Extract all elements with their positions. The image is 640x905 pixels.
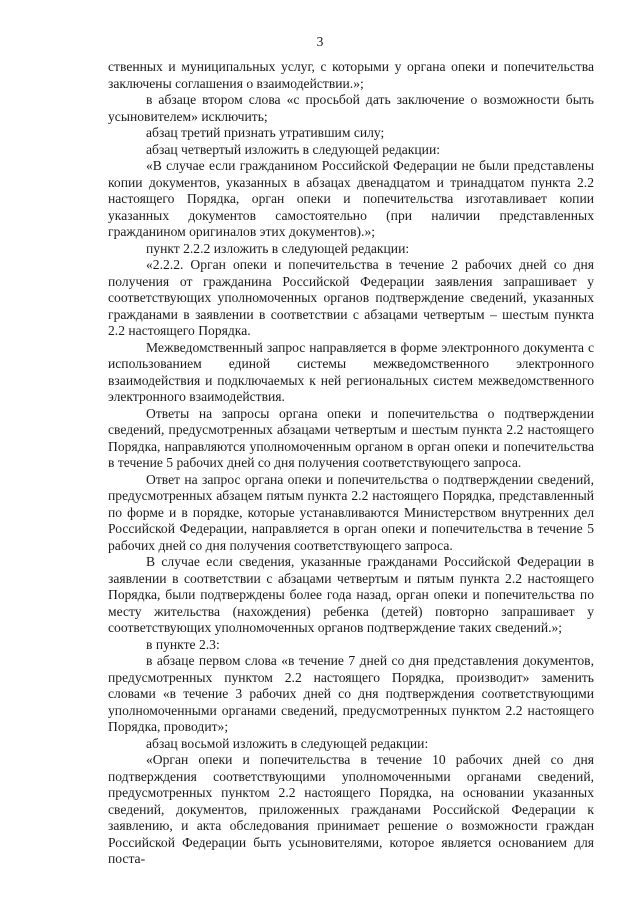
paragraph: абзац третий признать утратившим силу; [146, 125, 385, 140]
paragraph: в пункте 2.3: [146, 636, 220, 652]
paragraph: «В случае если гражданином Российской Федерации не были представлены копии документов, указанных в абзацах двенадцатом и тринадцатом пункта 2.2 настоящего Порядка, орган опеки и попечительства изготавливает копии указанных документов самостоятельно (при наличии представленных гражданином оригиналов этих документов).»; [108, 158, 594, 239]
paragraph: ственных и муниципальных услуг, с которыми у органа опеки и попечительства заключены соглашения о взаимодействии.»; [108, 59, 594, 91]
paragraph: абзац восьмой изложить в следующей редакции: [146, 735, 429, 751]
paragraph: абзац четвертый изложить в следующей редакции: [146, 141, 441, 157]
paragraph: в абзаце втором слова «с просьбой дать заключение о возможности быть усыновителем» исключить; [108, 92, 594, 124]
paragraph: «2.2.2. Орган опеки и попечительства в течение 2 рабочих дней со дня получения от гражданина Российской Федерации заявления запрашивает у соответствующих уполномоченных органов подтверждение сведений, указанных гражданами в заявлении в соответствии с абзацами четвертым – шестым пункта 2.2 настоящего Порядка. [108, 257, 594, 338]
paragraph: В случае если сведения, указанные гражданами Российской Федерации в заявлении в соответствии с абзацами четвертым и пятым пункта 2.2 настоящего Порядка, были подтверждены более года назад, орган опеки и попечительства по месту жительства (нахождения) ребенка (детей) повторно запрашивает у соответствующих уполномоченных органов подтверждение таких сведений.»; [108, 554, 594, 635]
paragraph: «Орган опеки и попечительства в течение 10 рабочих дней со дня подтверждения соответствующими уполномоченными органами сведений, предусмотренных пунктом 2.2 настоящего Порядка, на основании указанных сведений, документов, приложенных гражданами Российской Федерации к заявлению, и акта обследования принимает решение о возможности граждан Российской Федерации быть усыновителями, которое является основанием для поста- [108, 752, 594, 866]
paragraph: в абзаце первом слова «в течение 7 дней со дня представления документов, предусмотренных пунктом 2.2 настоящего Порядка, производит» заменить словами «в течение 3 рабочих дней со дня подтверждения соответствующими уполномоченными органами сведений, предусмотренных пунктом 2.2 настоящего Порядка, проводит»; [108, 653, 594, 734]
paragraph: Межведомственный запрос направляется в форме электронного документа с использованием единой системы межведомственного электронного взаимодействия и подключаемых к ней региональных систем межведомственного электронного взаимодействия. [108, 339, 594, 404]
page-number: 3 [316, 34, 324, 49]
document-body [108, 59, 594, 868]
paragraph: пункт 2.2.2 изложить в следующей редакции: [146, 240, 410, 256]
paragraph: Ответы на запросы органа опеки и попечительства о подтверждении сведений, предусмотренных абзацами четвертым и шестым пункта 2.2 настоящего Порядка, направляются уполномоченным органом в орган опеки и попечительства в течение 5 рабочих дней со дня получения соответствующего запроса. [108, 405, 594, 470]
paragraph: Ответ на запрос органа опеки и попечительства о подтверждении сведений, предусмотренных абзацем пятым пункта 2.2 настоящего Порядка, представленный по форме и в порядке, которые устанавливаются Министерством внутренних дел Российской Федерации, направляется в орган опеки и попечительства в течение 5 рабочих дней со дня получения соответствующего запроса. [108, 471, 594, 553]
